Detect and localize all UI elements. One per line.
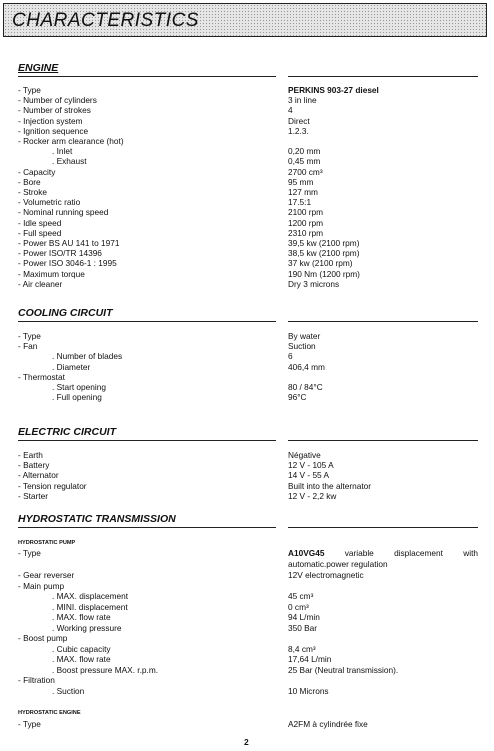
spec-value: 95 mm: [288, 176, 314, 187]
engine-type-label: - Type: [18, 719, 41, 729]
engine-type-value: A2FM à cylindrée fixe: [288, 719, 368, 729]
spec-value: 12 V - 2,2 kw: [288, 490, 337, 501]
spec-label: . MAX. displacement: [52, 591, 129, 601]
page-title: CHARACTERISTICS: [12, 10, 199, 31]
spec-value: 38,5 kw (2100 rpm): [288, 248, 360, 259]
spec-label: - Thermostat: [18, 371, 65, 382]
spec-value: 12V electromagnetic: [288, 570, 364, 580]
spec-value: 2100 rpm: [288, 207, 324, 218]
page-number: 2: [244, 737, 249, 747]
spec-label: - Main pump: [18, 580, 65, 591]
engine-rule-right: [288, 76, 478, 77]
spec-value: 25 Bar (Neutral transmission).: [288, 664, 399, 675]
spec-value: 37 kw (2100 rpm): [288, 258, 353, 269]
spec-label: - Boost pump: [18, 633, 68, 643]
spec-label: - Number of strokes: [18, 105, 91, 116]
spec-label: - Filtration: [18, 675, 55, 685]
spec-value: Direct: [288, 115, 310, 126]
spec-label: - Power ISO/TR 14396: [18, 248, 102, 259]
spec-value: 0,20 mm: [288, 146, 321, 157]
spec-value: Suction: [288, 341, 316, 352]
spec-label: . Suction: [52, 685, 85, 696]
spec-label: . Diameter: [52, 361, 91, 372]
spec-label: . Working pressure: [52, 622, 122, 633]
spec-label: - Fan: [18, 341, 38, 352]
engine-rule-left: [18, 76, 276, 77]
spec-label: - Type: [18, 85, 41, 95]
spec-label: - Stroke: [18, 187, 48, 197]
spec-label: . MAX. flow rate: [52, 612, 111, 622]
spec-label: - Maximum torque: [18, 268, 85, 279]
spec-label: - Volumetric ratio: [18, 197, 81, 208]
electric-rule-right: [288, 440, 478, 441]
spec-value: 94 L/min: [288, 612, 320, 622]
spec-value: Négative: [288, 450, 321, 460]
spec-value: 96°C: [288, 392, 307, 403]
spec-value: 8,4 cm³: [288, 643, 316, 654]
electric-heading: ELECTRIC CIRCUIT: [18, 426, 116, 438]
spec-label: . Start opening: [52, 382, 106, 392]
spec-label: - Idle speed: [18, 217, 62, 228]
spec-value: 10 Microns: [288, 685, 329, 696]
spec-label: - Earth: [18, 450, 43, 460]
spec-label: . Exhaust: [52, 156, 87, 167]
engine-heading: ENGINE: [18, 62, 59, 74]
electric-rule-left: [18, 440, 276, 441]
spec-label: - Alternator: [18, 470, 59, 481]
spec-value: PERKINS 903-27 diesel: [288, 85, 379, 95]
spec-label: . Cubic capacity: [52, 643, 111, 654]
spec-label: - Type: [18, 331, 41, 341]
spec-value: By water: [288, 331, 321, 341]
spec-label: - Air cleaner: [18, 278, 63, 289]
hydrostatic-pump-subheading: HYDROSTATIC PUMP: [18, 540, 76, 546]
hydrostatic-rule-right: [288, 527, 478, 528]
pump-type-label: - Type: [18, 548, 41, 558]
spec-value: 45 cm³: [288, 591, 314, 601]
spec-value: 17.5:1: [288, 197, 312, 208]
spec-label: - Injection system: [18, 115, 83, 126]
spec-label: - Full speed: [18, 227, 62, 238]
spec-value: 0 cm³: [288, 601, 309, 612]
hydrostatic-engine-subheading: HYDROSTATIC ENGINE: [18, 710, 81, 716]
spec-value: Dry 3 microns: [288, 278, 340, 289]
hydrostatic-heading: HYDROSTATIC TRANSMISSION: [18, 513, 176, 525]
spec-label: - Bore: [18, 176, 41, 187]
spec-value: 4: [288, 105, 293, 116]
spec-value: 0,45 mm: [288, 156, 321, 167]
spec-label: - Starter: [18, 490, 48, 501]
spec-value: 1200 rpm: [288, 217, 324, 228]
spec-value: 406,4 mm: [288, 361, 325, 372]
spec-label: - Gear reverser: [18, 570, 75, 580]
spec-value: 350 Bar: [288, 622, 318, 633]
spec-value: 2700 cm³: [288, 166, 323, 177]
spec-label: . MAX. flow rate: [52, 654, 111, 664]
spec-label: - Power ISO 3046-1 : 1995: [18, 258, 117, 269]
spec-label: - Ignition sequence: [18, 125, 89, 136]
pump-model: A10VG45: [288, 548, 325, 558]
spec-label: - Rocker arm clearance (hot): [18, 136, 124, 146]
spec-label: - Capacity: [18, 166, 56, 177]
spec-label: - Power BS AU 141 to 1971: [18, 238, 120, 248]
pump-type-desc: variable displacement with: [344, 548, 478, 558]
cooling-heading: COOLING CIRCUIT: [18, 307, 113, 319]
spec-value: 1.2.3.: [288, 125, 309, 136]
spec-label: - Tension regulator: [18, 480, 87, 491]
spec-value: 80 / 84°C: [288, 382, 323, 392]
spec-value: 6: [288, 351, 293, 362]
spec-label: . Full opening: [52, 392, 102, 403]
spec-value: 190 Nm (1200 rpm): [288, 268, 360, 279]
spec-label: - Battery: [18, 460, 50, 471]
spec-label: - Number of cylinders: [18, 95, 97, 106]
spec-value: 39,5 kw (2100 rpm): [288, 238, 360, 248]
hydrostatic-rule-left: [18, 527, 276, 528]
spec-value: 127 mm: [288, 187, 318, 197]
spec-value: Built into the alternator: [288, 480, 372, 491]
spec-value: 14 V - 55 A: [288, 470, 330, 481]
pump-type-value-line2: automatic.power regulation: [288, 559, 388, 569]
spec-label: . Inlet: [52, 146, 73, 157]
spec-label: - Nominal running speed: [18, 207, 109, 218]
cooling-rule-right: [288, 321, 478, 322]
title-banner: [3, 3, 487, 37]
spec-value: 3 in line: [288, 95, 317, 106]
spec-label: . Boost pressure MAX. r.p.m.: [52, 664, 159, 675]
spec-label: . Number of blades: [52, 351, 123, 362]
pump-type-value-line1: [288, 548, 478, 558]
spec-value: 2310 rpm: [288, 227, 324, 238]
spec-label: . MINI. displacement: [52, 601, 128, 612]
cooling-rule-left: [18, 321, 276, 322]
spec-value: 17,64 L/min: [288, 654, 332, 664]
spec-value: 12 V - 105 A: [288, 460, 334, 471]
